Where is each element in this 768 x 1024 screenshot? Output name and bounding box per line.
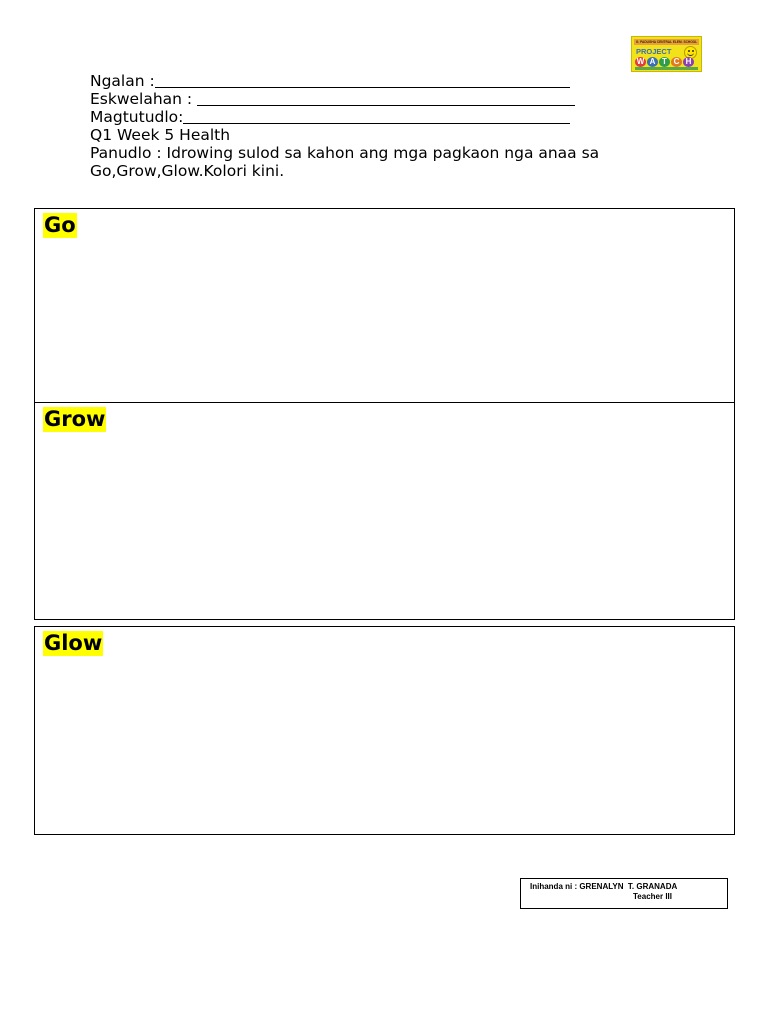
teacher-blank-line[interactable] [183, 111, 570, 124]
prepared-by-title: Teacher III [633, 892, 672, 901]
logo-letter: H [683, 57, 694, 67]
logo-letter: T [659, 57, 670, 67]
logo-watch-letters [635, 57, 694, 67]
go-label: Go [44, 213, 76, 237]
name-blank-line[interactable] [155, 75, 570, 88]
prepared-by-name: Inihanda ni : GRENALYN T. GRANADA [530, 882, 678, 891]
quarter-line: Q1 Week 5 Health [90, 126, 231, 144]
go-drawing-box[interactable] [34, 208, 735, 403]
project-watch-logo [631, 36, 702, 72]
glow-label: Glow [44, 631, 103, 655]
logo-letter: W [636, 57, 645, 66]
logo-school-name: G. PADUGHA CENTRAL ELEM. SCHOOL [635, 40, 698, 44]
instruction-line-2: Go,Grow,Glow.Kolori kini. [90, 162, 285, 180]
school-row [90, 90, 710, 108]
glow-drawing-box[interactable] [34, 626, 735, 835]
logo-tagline-bar [635, 67, 698, 70]
logo-letter: C [671, 57, 682, 67]
grow-label: Grow [44, 407, 106, 431]
instruction-line-1: Panudlo : Idrowing sulod sa kahon ang mga pagkaon nga anaa sa [90, 144, 600, 162]
school-blank-line[interactable] [197, 93, 575, 106]
logo-letter: A [647, 57, 658, 67]
worksheet-header [90, 72, 710, 180]
logo-project-text: PROJECT [636, 47, 672, 56]
prepared-by-box [520, 878, 728, 909]
name-row [90, 72, 710, 90]
name-label: Ngalan : [90, 72, 155, 90]
teacher-row [90, 108, 710, 126]
grow-drawing-box[interactable] [34, 402, 735, 620]
school-label: Eskwelahan : [90, 90, 198, 108]
teacher-label: Magtutudlo: [90, 108, 184, 126]
